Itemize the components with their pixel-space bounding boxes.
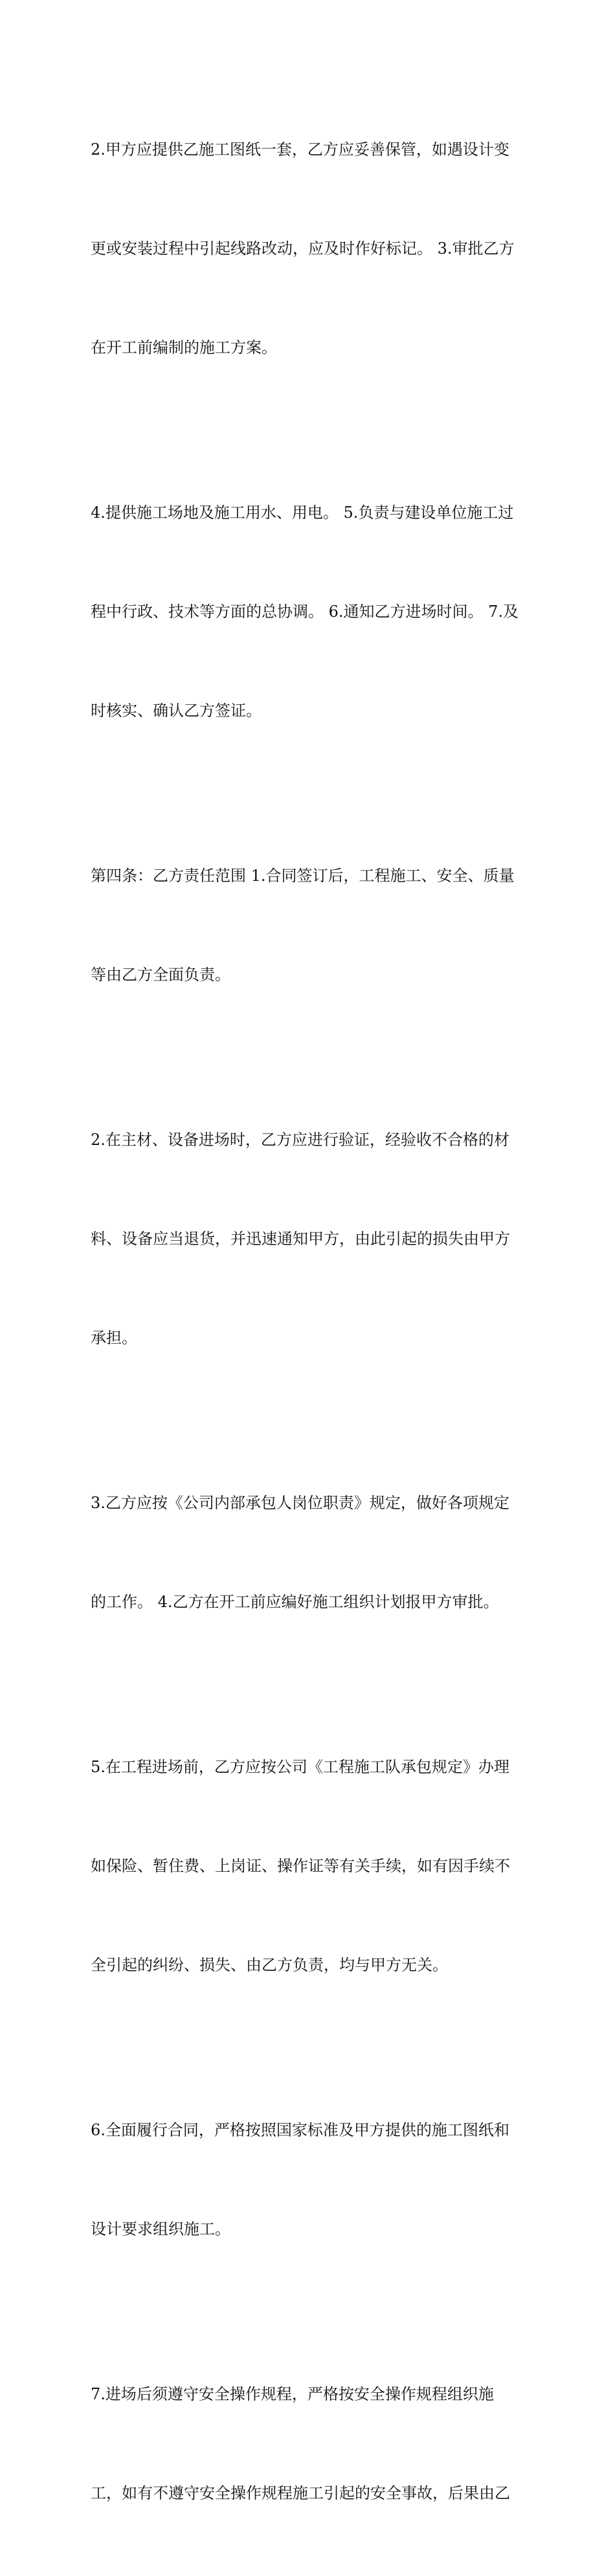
paragraph-8 bbox=[91, 2312, 531, 2576]
text-line: 2.甲方应提供乙施工图纸一套，乙方应妥善保管，如遇设计变 bbox=[91, 140, 509, 159]
text-line: 如保险、暂住费、上岗证、操作证等有关手续，如有因手续不 bbox=[91, 1857, 510, 1875]
text-line: 更或安装过程中引起线路改动，应及时作好标记。 3.审批乙方 bbox=[91, 239, 515, 258]
text-line: 2.在主材、设备进场时，乙方应进行验证，经验收不合格的材 bbox=[91, 1131, 509, 1149]
text-line: 工，如有不遵守安全操作规程施工引起的安全事故，后果由乙 bbox=[91, 2484, 510, 2502]
paragraph-1 bbox=[91, 67, 531, 430]
paragraph-4 bbox=[91, 1058, 531, 1421]
paragraph-2 bbox=[91, 430, 531, 794]
paragraph-3 bbox=[91, 794, 531, 1058]
text-line: 4.提供施工场地及施工用水、用电。 5.负责与建设单位施工过 bbox=[91, 504, 514, 522]
text-line: 6.全面履行合同，严格按照国家标准及甲方提供的施工图纸和 bbox=[91, 2121, 509, 2139]
text-line: 程中行政、技术等方面的总协调。 6.通知乙方进场时间。 7.及 bbox=[91, 603, 519, 621]
text-line: 等由乙方全面负责。 bbox=[91, 966, 230, 984]
text-line: 全引起的纠纷、损失、由乙方负责，均与甲方无关。 bbox=[91, 1956, 448, 1974]
text-line: 时核实、确认乙方签证。 bbox=[91, 702, 262, 720]
text-line: 7.进场后须遵守安全操作规程，严格按安全操作规程组织施 bbox=[91, 2385, 494, 2403]
text-line: 的工作。 4.乙方在开工前应编好施工组织计划报甲方审批。 bbox=[91, 1593, 499, 1611]
paragraph-6 bbox=[91, 1685, 531, 2048]
text-line: 料、设备应当退货，并迅速通知甲方，由此引起的损失由甲方 bbox=[91, 1230, 510, 1248]
text-line: 第四条：乙方责任范围 1.合同签订后，工程施工、安全、质量 bbox=[91, 867, 515, 885]
text-line: 设计要求组织施工。 bbox=[91, 2220, 230, 2238]
paragraph-7 bbox=[91, 2048, 531, 2312]
text-line: 承担。 bbox=[91, 1329, 137, 1347]
text-line: 3.乙方应按《公司内部承包人岗位职责》规定，做好各项规定 bbox=[91, 1494, 509, 1512]
document-body bbox=[91, 67, 531, 2576]
text-line: 5.在工程进场前，乙方应按公司《工程施工队承包规定》办理 bbox=[91, 1758, 509, 1776]
paragraph-5 bbox=[91, 1421, 531, 1685]
text-line: 在开工前编制的施工方案。 bbox=[91, 339, 277, 357]
